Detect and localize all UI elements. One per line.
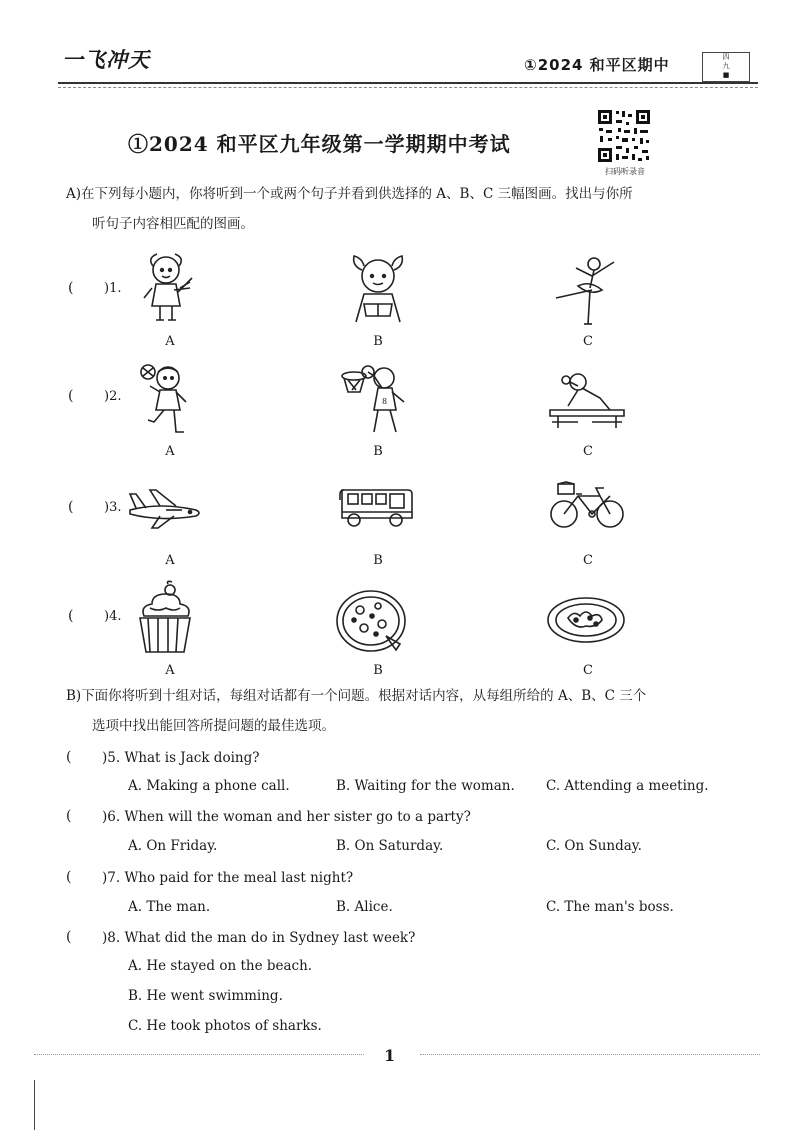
brand-logo-text: 一飞冲天 — [62, 48, 150, 72]
question-6-option-a: A. On Friday. — [128, 838, 218, 854]
option-label-1b: B — [373, 334, 383, 349]
answer-blank-4[interactable]: ( — [68, 608, 74, 624]
exam-tag: ①2024 和平区期中 — [524, 56, 670, 74]
stamp-line: 九 — [722, 62, 730, 70]
ballet-dancer-picture — [548, 250, 622, 330]
salad-plate-picture — [546, 594, 626, 644]
question-7-prompt: )7. Who paid for the meal last night? — [102, 870, 354, 886]
question-8-prompt: )8. What did the man do in Sydney last week? — [102, 930, 416, 946]
answer-blank-1[interactable]: ( — [68, 280, 74, 296]
question-5-option-b: B. Waiting for the woman. — [336, 778, 515, 794]
answer-blank-8[interactable]: ( — [66, 929, 72, 945]
boy-playing-football-picture — [138, 360, 194, 438]
girl-reading-book-picture — [342, 252, 414, 326]
girl-playing-violin-picture — [138, 248, 200, 328]
question-number-1: )1. — [104, 281, 122, 296]
section-b-instruction-line2: 选项中找出能回答所提问题的最佳选项。 — [92, 718, 335, 734]
question-6-option-c: C. On Sunday. — [546, 838, 642, 854]
page-title: ①2024 和平区九年级第一学期期中考试 — [128, 132, 511, 156]
stamp-line: ■ — [722, 71, 730, 79]
qr-code-icon[interactable] — [596, 108, 652, 164]
question-number-2: )2. — [104, 389, 122, 404]
answer-blank-6[interactable]: ( — [66, 808, 72, 824]
question-8-option-c: C. He took photos of sharks. — [128, 1018, 322, 1034]
option-label-2b: B — [373, 444, 383, 459]
question-7-option-a: A. The man. — [128, 899, 211, 915]
section-a-instruction-line2: 听句子内容相匹配的图画。 — [92, 216, 254, 232]
boy-playing-table-tennis-picture — [548, 370, 626, 432]
cupcake-picture — [134, 580, 196, 656]
option-label-4c: C — [583, 663, 593, 678]
question-7-option-c: C. The man's boss. — [546, 899, 674, 915]
option-label-1c: C — [583, 334, 593, 349]
stamp-line: 四 — [722, 53, 730, 61]
answer-blank-7[interactable]: ( — [66, 869, 72, 885]
page-number: 1 — [384, 1046, 396, 1065]
corner-stamp — [702, 52, 750, 82]
svg-text:8: 8 — [382, 397, 388, 406]
section-a-instruction-line1: A)在下列每小题内，你将听到一个或两个句子并看到供选择的 A、B、C 三幅图画。找出与你所 — [66, 186, 633, 202]
question-6-prompt: )6. When will the woman and her sister go to a party? — [102, 809, 471, 825]
option-label-3c: C — [583, 553, 593, 568]
option-label-4b: B — [373, 663, 383, 678]
option-label-3a: A — [165, 553, 175, 568]
question-7-option-b: B. Alice. — [336, 899, 393, 915]
question-5-prompt: )5. What is Jack doing? — [102, 750, 260, 766]
section-b-instruction-line1: B)下面你将听到十组对话，每组对话都有一个问题。根据对话内容，从每组所给的 A、B、C 三个 — [66, 688, 647, 704]
bicycle-picture — [548, 480, 628, 532]
option-label-2c: C — [583, 444, 593, 459]
answer-blank-3[interactable]: ( — [68, 499, 74, 515]
question-6-option-b: B. On Saturday. — [336, 838, 444, 854]
header-divider — [58, 82, 758, 84]
question-8-option-a: A. He stayed on the beach. — [128, 958, 313, 974]
footer-divider-right — [420, 1054, 760, 1055]
footer-divider-left — [34, 1054, 364, 1055]
question-5-option-a: A. Making a phone call. — [128, 778, 290, 794]
bus-picture — [336, 484, 416, 530]
question-number-4: )4. — [104, 609, 122, 624]
margin-line — [34, 1080, 35, 1130]
answer-blank-5[interactable]: ( — [66, 749, 72, 765]
option-label-4a: A — [165, 663, 175, 678]
qr-caption: 扫码听录音 — [605, 167, 645, 176]
question-8-option-b: B. He went swimming. — [128, 988, 283, 1004]
answer-blank-2[interactable]: ( — [68, 388, 74, 404]
airplane-picture — [126, 484, 206, 532]
pizza-picture — [334, 588, 408, 654]
option-label-1a: A — [165, 334, 175, 349]
question-number-3: )3. — [104, 500, 122, 515]
boy-playing-basketball-picture — [338, 362, 414, 436]
option-label-3b: B — [373, 553, 383, 568]
question-5-option-c: C. Attending a meeting. — [546, 778, 709, 794]
option-label-2a: A — [165, 444, 175, 459]
header-divider-dashed — [58, 87, 758, 88]
